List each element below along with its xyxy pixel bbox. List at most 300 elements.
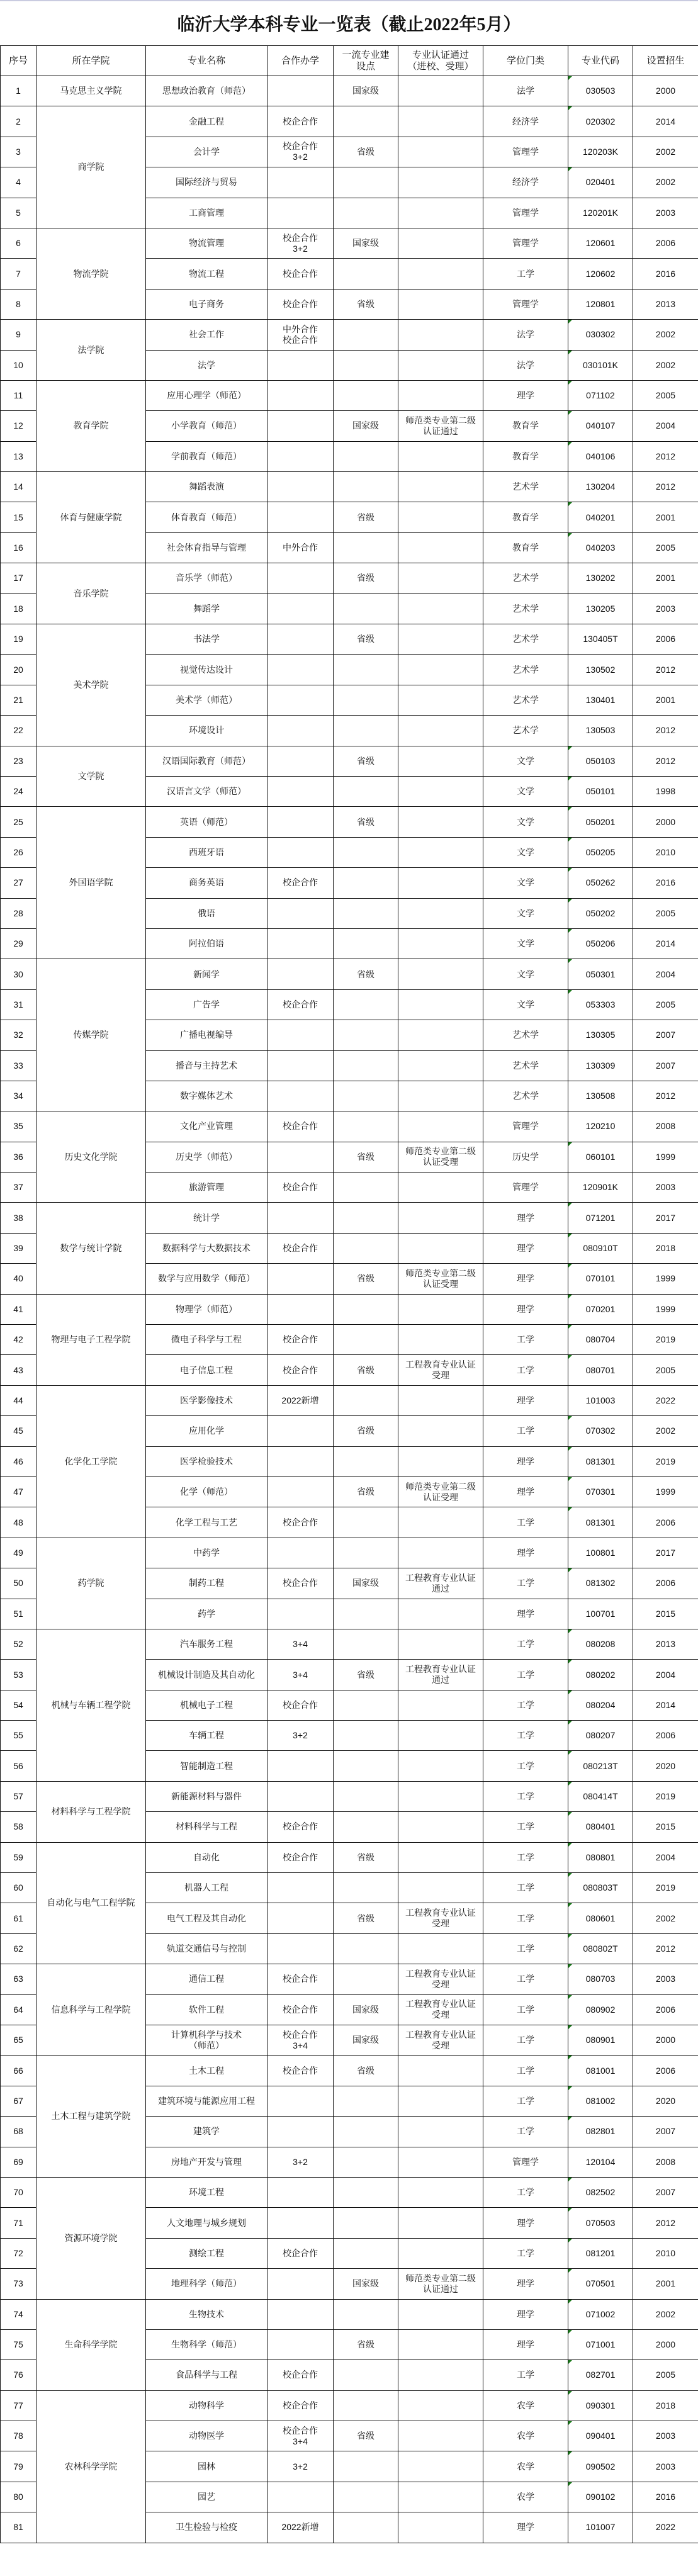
cell-code: [568, 1476, 633, 1507]
cell-code-text: 120602: [585, 268, 616, 279]
cell-first-class: [334, 1781, 398, 1811]
cell-cert: [398, 137, 483, 167]
cell-code-text: 082701: [585, 2370, 616, 2380]
cell-no: 66: [1, 2056, 37, 2086]
cell-degree: 工学: [483, 259, 568, 289]
cell-no: 68: [1, 2117, 37, 2147]
cell-coop: [267, 959, 334, 989]
cell-code-text: 040107: [585, 420, 616, 431]
cell-code: [568, 1629, 633, 1659]
cell-code: [568, 1233, 633, 1263]
cell-year: 2015: [633, 1812, 698, 1842]
cell-no: 37: [1, 1173, 37, 1203]
cell-name: 物理学（师范）: [146, 1294, 267, 1324]
cell-year: 2012: [633, 716, 698, 746]
cell-year: 2001: [633, 502, 698, 532]
cell-degree: 文学: [483, 746, 568, 776]
cell-name: 自动化: [146, 1842, 267, 1872]
cell-cert: 工程教育专业认证 通过: [398, 1660, 483, 1690]
table-row: [1, 624, 698, 655]
cell-cert: [398, 502, 483, 532]
cell-code-text: 082502: [585, 2187, 616, 2198]
cell-first-class: 省级: [334, 502, 398, 532]
title-bar: [0, 0, 698, 45]
cell-degree: 理学: [483, 2512, 568, 2543]
cell-coop: [267, 837, 334, 867]
cell-no: 1: [1, 76, 37, 106]
cell-code-text: 130502: [585, 664, 616, 675]
cell-year: 1998: [633, 776, 698, 806]
cell-code-text: 071001: [585, 2339, 616, 2350]
cell-no: 51: [1, 1599, 37, 1629]
cell-name: 社会工作: [146, 320, 267, 350]
text-number-indicator-icon: [568, 2056, 572, 2059]
cell-year: 2014: [633, 928, 698, 959]
cell-cert: [398, 2451, 483, 2482]
cell-name: 数据科学与大数据技术: [146, 1233, 267, 1263]
cell-year: 2003: [633, 2451, 698, 2482]
cell-coop: [267, 746, 334, 776]
cell-degree: 农学: [483, 2482, 568, 2512]
cell-year: 1999: [633, 1264, 698, 1294]
text-number-indicator-icon: [568, 2330, 572, 2334]
cell-degree: 管理学: [483, 228, 568, 258]
cell-no: 52: [1, 1629, 37, 1659]
cell-year: 2005: [633, 1355, 698, 1385]
cell-name: 西班牙语: [146, 837, 267, 867]
cell-name: 化学工程与工艺: [146, 1507, 267, 1538]
cell-college: 药学院: [37, 1538, 146, 1629]
cell-degree: 工学: [483, 1568, 568, 1599]
table-row: [1, 1385, 698, 1415]
cell-degree: 管理学: [483, 198, 568, 228]
cell-code: [568, 1599, 633, 1629]
cell-name: 轨道交通信号与控制: [146, 1933, 267, 1964]
cell-no: 17: [1, 563, 37, 593]
cell-code: [568, 898, 633, 928]
text-number-indicator-icon: [568, 868, 572, 872]
cell-code-text: 080901: [585, 2035, 616, 2045]
cell-year: 2002: [633, 350, 698, 380]
cell-college: 传媒学院: [37, 959, 146, 1111]
cell-name: 播音与主持艺术: [146, 1050, 267, 1081]
cell-name: 社会体育指导与管理: [146, 532, 267, 563]
cell-first-class: [334, 2208, 398, 2238]
cell-college: 化学化工学院: [37, 1385, 146, 1538]
table-row: [1, 2299, 698, 2329]
cell-degree: 管理学: [483, 289, 568, 319]
cell-cert: [398, 1629, 483, 1659]
cell-no: 19: [1, 624, 37, 655]
cell-year: 2019: [633, 1781, 698, 1811]
text-number-indicator-icon: [568, 1416, 572, 1420]
cell-no: 22: [1, 716, 37, 746]
cell-cert: [398, 2421, 483, 2451]
cell-code: [568, 1660, 633, 1690]
cell-first-class: 国家级: [334, 411, 398, 441]
cell-code-text: 080208: [585, 1639, 616, 1650]
cell-cert: [398, 1751, 483, 1781]
cell-degree: 工学: [483, 2117, 568, 2147]
cell-year: 2010: [633, 2238, 698, 2268]
cell-first-class: [334, 1050, 398, 1081]
cell-coop: [267, 1264, 334, 1294]
cell-coop: 校企合作 3+2: [267, 228, 334, 258]
cell-no: 33: [1, 1050, 37, 1081]
text-number-indicator-icon: [568, 1751, 572, 1755]
cell-name: 建筑环境与能源应用工程: [146, 2086, 267, 2116]
cell-first-class: [334, 1721, 398, 1751]
cell-first-class: [334, 1507, 398, 1538]
table-row: [1, 320, 698, 350]
cell-first-class: 省级: [334, 1416, 398, 1446]
cell-code: [568, 2390, 633, 2421]
text-number-indicator-icon: [568, 2360, 572, 2364]
cell-year: 2002: [633, 2299, 698, 2329]
cell-coop: [267, 1203, 334, 1233]
cell-degree: 理学: [483, 1203, 568, 1233]
cell-code-text: 081301: [585, 1517, 616, 1527]
cell-no: 47: [1, 1476, 37, 1507]
text-number-indicator-icon: [568, 807, 572, 811]
table-row: [1, 1781, 698, 1811]
cell-college: 信息科学与工程学院: [37, 1964, 146, 2056]
cell-first-class: 省级: [334, 2329, 398, 2359]
cell-coop: [267, 1081, 334, 1111]
cell-code: [568, 411, 633, 441]
cell-no: 39: [1, 1233, 37, 1263]
text-number-indicator-icon: [568, 2451, 572, 2455]
cell-first-class: [334, 1173, 398, 1203]
cell-coop: 校企合作: [267, 1568, 334, 1599]
cell-coop: 校企合作: [267, 1111, 334, 1142]
cell-code: [568, 1507, 633, 1538]
cell-first-class: [334, 2238, 398, 2268]
cell-code: [568, 2421, 633, 2451]
cell-cert: 工程教育专业认证 受理: [398, 2025, 483, 2056]
cell-coop: [267, 1933, 334, 1964]
cell-cert: [398, 106, 483, 137]
cell-code: [568, 1050, 633, 1081]
cell-code: [568, 228, 633, 258]
cell-name: 智能制造工程: [146, 1751, 267, 1781]
cell-first-class: [334, 2482, 398, 2512]
cell-year: 2000: [633, 807, 698, 837]
cell-no: 60: [1, 1873, 37, 1903]
cell-coop: [267, 2208, 334, 2238]
cell-no: 23: [1, 746, 37, 776]
cell-first-class: [334, 320, 398, 350]
cell-name: 舞蹈学: [146, 593, 267, 624]
cell-no: 41: [1, 1294, 37, 1324]
cell-code: [568, 685, 633, 715]
text-number-indicator-icon: [568, 167, 572, 171]
cell-cert: [398, 380, 483, 410]
cell-code-text: 090401: [585, 2431, 616, 2441]
cell-cert: [398, 746, 483, 776]
cell-first-class: [334, 837, 398, 867]
cell-name: 旅游管理: [146, 1173, 267, 1203]
cell-degree: 理学: [483, 1385, 568, 1415]
cell-coop: 校企合作: [267, 1173, 334, 1203]
cell-code: [568, 563, 633, 593]
cell-year: 2003: [633, 198, 698, 228]
cell-no: 55: [1, 1721, 37, 1751]
cell-name: 食品科学与工程: [146, 2360, 267, 2390]
cell-name: 环境工程: [146, 2177, 267, 2207]
cell-no: 40: [1, 1264, 37, 1294]
table-row: [1, 1111, 698, 1142]
cell-first-class: [334, 1111, 398, 1142]
cell-first-class: [334, 1385, 398, 1415]
cell-code-text: 130204: [585, 481, 616, 492]
cell-degree: 艺术学: [483, 685, 568, 715]
cell-coop: [267, 198, 334, 228]
cell-coop: 中外合作 校企合作: [267, 320, 334, 350]
cell-cert: [398, 1416, 483, 1446]
cell-first-class: [334, 685, 398, 715]
cell-no: 64: [1, 1994, 37, 2025]
cell-cert: [398, 1690, 483, 1720]
cell-cert: [398, 532, 483, 563]
cell-cert: [398, 2177, 483, 2207]
cell-cert: [398, 989, 483, 1020]
cell-cert: [398, 1812, 483, 1842]
cell-name: 软件工程: [146, 1994, 267, 2025]
cell-degree: 历史学: [483, 1142, 568, 1172]
cell-code: [568, 1111, 633, 1142]
cell-name: 卫生检验与检疫: [146, 2512, 267, 2543]
cell-name: 物流工程: [146, 259, 267, 289]
cell-degree: 工学: [483, 2177, 568, 2207]
text-number-indicator-icon: [568, 1934, 572, 1938]
cell-first-class: [334, 532, 398, 563]
cell-code: [568, 1538, 633, 1568]
cell-name: 动物医学: [146, 2421, 267, 2451]
cell-no: 62: [1, 1933, 37, 1964]
cell-first-class: [334, 380, 398, 410]
cell-code-text: 130508: [585, 1091, 616, 1101]
cell-coop: 校企合作: [267, 289, 334, 319]
cell-year: 2010: [633, 837, 698, 867]
cell-no: 34: [1, 1081, 37, 1111]
cell-college: 土木工程与建筑学院: [37, 2056, 146, 2178]
text-number-indicator-icon: [568, 1721, 572, 1724]
table-row: [1, 228, 698, 258]
cell-code: [568, 1325, 633, 1355]
cell-name: 广播电视编导: [146, 1020, 267, 1050]
cell-no: 74: [1, 2299, 37, 2329]
cell-first-class: [334, 593, 398, 624]
cell-coop: 校企合作: [267, 106, 334, 137]
cell-code: [568, 2482, 633, 2512]
cell-name: 视觉传达设计: [146, 655, 267, 685]
cell-no: 14: [1, 472, 37, 502]
cell-name: 医学检验技术: [146, 1446, 267, 1476]
cell-coop: [267, 655, 334, 685]
cell-no: 25: [1, 807, 37, 837]
cell-code: [568, 928, 633, 959]
cell-year: 2005: [633, 532, 698, 563]
cell-name: 车辆工程: [146, 1721, 267, 1751]
text-number-indicator-icon: [568, 2178, 572, 2181]
cell-code-text: 080207: [585, 1730, 616, 1741]
cell-year: 2015: [633, 1599, 698, 1629]
cell-name: 文化产业管理: [146, 1111, 267, 1142]
cell-first-class: 省级: [334, 1903, 398, 1933]
cell-college: 物理与电子工程学院: [37, 1294, 146, 1385]
cell-first-class: [334, 1933, 398, 1964]
cell-coop: [267, 928, 334, 959]
cell-first-class: [334, 1812, 398, 1842]
cell-code: [568, 502, 633, 532]
cell-degree: 工学: [483, 2238, 568, 2268]
cell-no: 24: [1, 776, 37, 806]
text-number-indicator-icon: [568, 1234, 572, 1237]
cell-code: [568, 1416, 633, 1446]
cell-degree: 工学: [483, 1325, 568, 1355]
cell-code-text: 053303: [585, 999, 616, 1010]
cell-first-class: [334, 2086, 398, 2116]
cell-degree: 法学: [483, 320, 568, 350]
cell-first-class: 省级: [334, 1476, 398, 1507]
cell-no: 29: [1, 928, 37, 959]
cell-year: 2004: [633, 1842, 698, 1872]
cell-no: 71: [1, 2208, 37, 2238]
cell-first-class: 省级: [334, 2056, 398, 2086]
cell-code-text: 050206: [585, 938, 616, 949]
cell-first-class: 省级: [334, 1842, 398, 1872]
cell-code: [568, 76, 633, 106]
cell-year: 2008: [633, 1111, 698, 1142]
cell-code-text: 100701: [585, 1608, 616, 1619]
cell-year: 2016: [633, 259, 698, 289]
cell-first-class: 省级: [334, 563, 398, 593]
text-number-indicator-icon: [568, 1355, 572, 1359]
cell-no: 21: [1, 685, 37, 715]
cell-cert: 工程教育专业认证 通过: [398, 1568, 483, 1599]
cell-college: 资源环境学院: [37, 2177, 146, 2299]
cell-first-class: 省级: [334, 2421, 398, 2451]
cell-coop: 校企合作: [267, 2056, 334, 2086]
cell-degree: 教育学: [483, 502, 568, 532]
cell-no: 73: [1, 2269, 37, 2299]
cell-year: 2012: [633, 746, 698, 776]
cell-coop: [267, 1020, 334, 1050]
cell-coop: 校企合作: [267, 2238, 334, 2268]
cell-cert: 师范类专业第二级 认证通过: [398, 411, 483, 441]
text-number-indicator-icon: [568, 838, 572, 841]
cell-name: 会计学: [146, 137, 267, 167]
cell-name: 英语（师范）: [146, 807, 267, 837]
cell-code-text: 080703: [585, 1974, 616, 1984]
cell-cert: [398, 776, 483, 806]
cell-first-class: [334, 1629, 398, 1659]
cell-cert: 师范类专业第二级 认证受理: [398, 1264, 483, 1294]
cell-coop: [267, 502, 334, 532]
cell-no: 67: [1, 2086, 37, 2116]
cell-name: 土木工程: [146, 2056, 267, 2086]
page-title: 临沂大学本科专业一览表（截止2022年5月）: [177, 15, 521, 35]
cell-first-class: [334, 2147, 398, 2177]
cell-code-text: 082801: [585, 2126, 616, 2137]
cell-year: 2005: [633, 898, 698, 928]
text-number-indicator-icon: [568, 1903, 572, 1907]
cell-code-text: 070201: [585, 1303, 616, 1314]
cell-first-class: 省级: [334, 289, 398, 319]
cell-first-class: 省级: [334, 624, 398, 655]
cell-cert: [398, 1873, 483, 1903]
cell-cert: [398, 2117, 483, 2147]
cell-first-class: [334, 1538, 398, 1568]
cell-code-text: 080213T: [583, 1760, 618, 1771]
cell-year: 2014: [633, 106, 698, 137]
cell-cert: [398, 1203, 483, 1233]
cell-code-text: 120104: [585, 2156, 616, 2167]
cell-degree: 工学: [483, 1903, 568, 1933]
cell-name: 思想政治教育（师范）: [146, 76, 267, 106]
cell-code: [568, 807, 633, 837]
cell-no: 78: [1, 2421, 37, 2451]
cell-no: 80: [1, 2482, 37, 2512]
cell-college: 教育学院: [37, 380, 146, 471]
cell-coop: 校企合作: [267, 1842, 334, 1872]
cell-degree: 经济学: [483, 167, 568, 198]
text-number-indicator-icon: [568, 1325, 572, 1329]
cell-degree: 工学: [483, 1507, 568, 1538]
cell-code: [568, 2360, 633, 2390]
cell-year: 2005: [633, 989, 698, 1020]
cell-name: 舞蹈表演: [146, 472, 267, 502]
text-number-indicator-icon: [568, 411, 572, 415]
cell-name: 应用化学: [146, 1416, 267, 1446]
cell-code: [568, 2056, 633, 2086]
cell-code: [568, 655, 633, 685]
cell-cert: [398, 198, 483, 228]
cell-year: 2019: [633, 1325, 698, 1355]
cell-no: 12: [1, 411, 37, 441]
cell-year: 2006: [633, 1994, 698, 2025]
cell-year: 2019: [633, 1873, 698, 1903]
text-number-indicator-icon: [568, 1660, 572, 1663]
cell-no: 26: [1, 837, 37, 867]
cell-coop: [267, 685, 334, 715]
cell-first-class: [334, 2117, 398, 2147]
cell-code: [568, 1751, 633, 1781]
cell-code-text: 040106: [585, 451, 616, 461]
cell-code-text: 050103: [585, 755, 616, 766]
cell-code-text: 030503: [585, 86, 616, 96]
cell-no: 77: [1, 2390, 37, 2421]
cell-code-text: 090301: [585, 2400, 616, 2410]
cell-degree: 理学: [483, 1538, 568, 1568]
cell-cert: 工程教育专业认证 受理: [398, 1964, 483, 1994]
cell-no: 49: [1, 1538, 37, 1568]
cell-code-text: 050202: [585, 908, 616, 918]
cell-first-class: 省级: [334, 1264, 398, 1294]
cell-first-class: [334, 1873, 398, 1903]
cell-college: 物流学院: [37, 228, 146, 319]
cell-no: 30: [1, 959, 37, 989]
cell-degree: 理学: [483, 2299, 568, 2329]
cell-cert: [398, 2390, 483, 2421]
cell-year: 2002: [633, 167, 698, 198]
cell-degree: 理学: [483, 1294, 568, 1324]
cell-code-text: 100801: [585, 1547, 616, 1558]
text-number-indicator-icon: [568, 1995, 572, 1999]
cell-name: 金融工程: [146, 106, 267, 137]
cell-year: 2018: [633, 2390, 698, 2421]
